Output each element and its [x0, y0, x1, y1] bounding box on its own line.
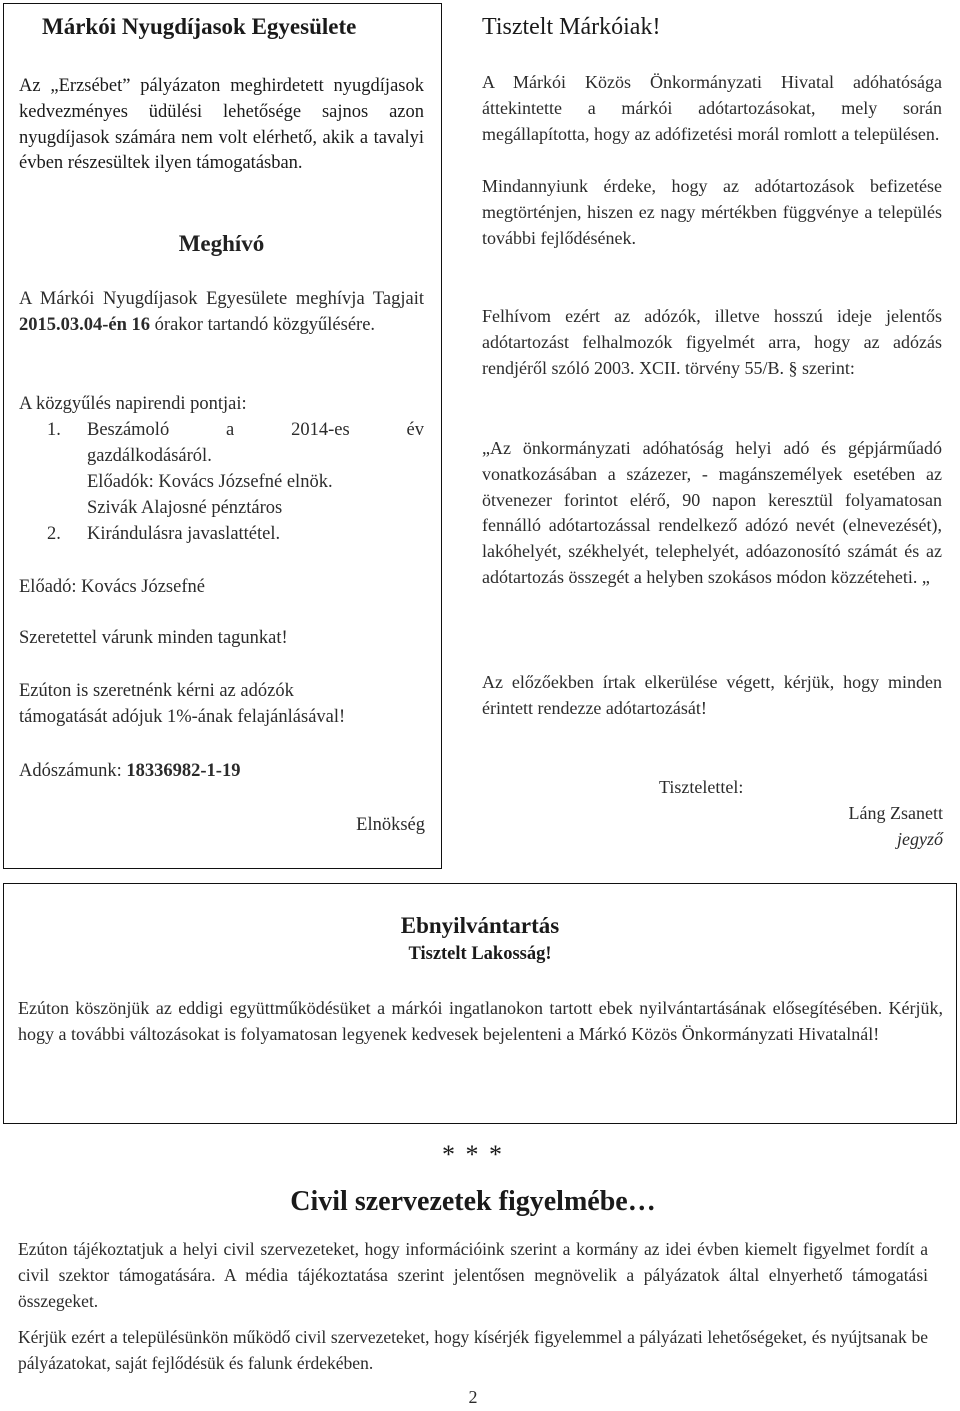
agenda-1-line1 — [87, 418, 424, 444]
agenda-2-number: 2. — [47, 524, 61, 544]
right-paragraph-2: Mindannyiunk érdeke, hogy az adótartozások befizetése megtörténjen, hiszen ez nagy mértékben függvénye a település további fejlődésének. — [482, 176, 942, 248]
tax-number: 18336982-1-19 — [126, 761, 241, 781]
right-paragraph-1: A Márkói Közös Önkormányzati Hivatal adóhatósága áttekintette a márkói adótartozásokat, mely során megállapította, hogy az adófizetési morál romlott a településen. — [482, 72, 942, 144]
signatory-role: jegyző — [897, 829, 943, 849]
agenda-1-word-3: 2014-es — [291, 420, 350, 440]
dog-registry-title: Ebnyilvántartás — [400, 913, 560, 938]
civil-paragraph-1: Ezúton tájékoztatjuk a helyi civil szervezeteket, hogy információink szerint a kormány az idei évben kiemelt figyelmet fordít a civil szektor támogatására. A média tájékoztatása szerint jelentősen megnövelik a pályázatok által elnyerhető támogatási összegeket. — [18, 1239, 928, 1311]
welcome: Szeretettel várunk minden tagunkat! — [19, 628, 288, 648]
agenda-1-speakers: Előadók: Kovács Józsefné elnök. — [87, 472, 333, 492]
right-paragraph-4: Az előzőekben írtak elkerülése végett, kérjük, hogy minden érintett rendezze adótartozását! — [482, 672, 942, 718]
section-divider: * * * — [442, 1140, 504, 1169]
tax-request-line1: Ezúton is szeretnénk kérni az adózók — [19, 681, 294, 701]
tax-request-line2: támogatását adójuk 1%-ának felajánlásával! — [19, 707, 346, 727]
left-title: Márkói Nyugdíjasok Egyesülete — [42, 14, 357, 39]
signatory-name: Láng Zsanett — [848, 803, 943, 823]
law-quote: „Az önkormányzati adóhatóság helyi adó és gépjárműadó vonatkozásában a százezer, - magánszemélyek esetében az ötvenezer forintot elérő, 90 napon keresztül folyamatosan fennálló adótartozással rendelkező adózó nevét (elnevezését), lakóhelyét, székhelyét, telephelyét, adóazonosító számát és az adótartozás összegét a helyben szokásos módon közzéteheti. „ — [482, 438, 942, 587]
civil-title: Civil szervezetek figyelmébe… — [290, 1186, 656, 1217]
agenda-heading: A közgyűlés napirendi pontjai: — [19, 394, 247, 414]
agenda-1-line2: gazdálkodásáról. — [87, 446, 212, 466]
page-number: 2 — [468, 1387, 478, 1407]
regards: Tisztelettel: — [659, 777, 744, 797]
left-intro: Az „Erzsébet” pályázaton meghirdetett nyugdíjasok kedvezményes üdülési lehetősége sajnos azon nyugdíjasok számára nem volt elérhető, akik a tavalyi évben részesültek ilyen támogatásban. — [19, 76, 424, 174]
right-title: Tisztelt Márkóiak! — [482, 14, 661, 40]
right-paragraph-3: Felhívom ezért az adózók, illetve hosszú ideje jelentős adótartozást felhalmozók figyelmét arra, hogy az adózás rendjéről szóló 2003. XCII. törvény 55/B. § szerint: — [482, 306, 942, 378]
invite-text-post: órakor tartandó közgyűlésére. — [150, 314, 376, 335]
agenda-1-word-1: Beszámoló — [87, 420, 170, 440]
invite-date: 2015.03.04-én 16 — [19, 314, 151, 335]
agenda-2-text: Kirándulásra javaslattétel. — [87, 524, 281, 544]
tax-number-line — [19, 759, 240, 785]
invite-text-pre: A Márkói Nyugdíjasok Egyesülete meghívja Tagjait — [19, 289, 424, 309]
tax-number-label: Adószámunk: — [19, 761, 127, 781]
invite-text — [19, 287, 424, 339]
civil-paragraph-2: Kérjük ezért a településünkön működő civil szervezeteket, hogy kísérjék figyelemmel a pályázati lehetőségeket, és nyújtsanak be pályázatokat, saját fejlődésük és falunk érdekében. — [18, 1327, 928, 1373]
agenda-1-word-4: év — [406, 420, 424, 440]
left-signature: Elnökség — [356, 815, 425, 835]
dog-registry-text: Ezúton köszönjük az eddigi együttműködésüket a márkói ingatlanokon tartott ebek nyilvántartásának elősegítésében. Kérjük, hogy a további változásokat is folyamatosan legyenek kedvesek bejelenteni a Márkó Közös Önkormányzati Hivatalnál! — [18, 998, 943, 1044]
dog-registry-subtitle: Tisztelt Lakosság! — [408, 944, 552, 964]
agenda-1-word-2: a — [226, 420, 235, 440]
invite-title: Meghívó — [178, 231, 265, 256]
agenda-1-number: 1. — [47, 420, 61, 440]
agenda-1-speaker-2: Szivák Alajosné pénztáros — [87, 498, 283, 518]
speaker: Előadó: Kovács Józsefné — [19, 577, 205, 597]
